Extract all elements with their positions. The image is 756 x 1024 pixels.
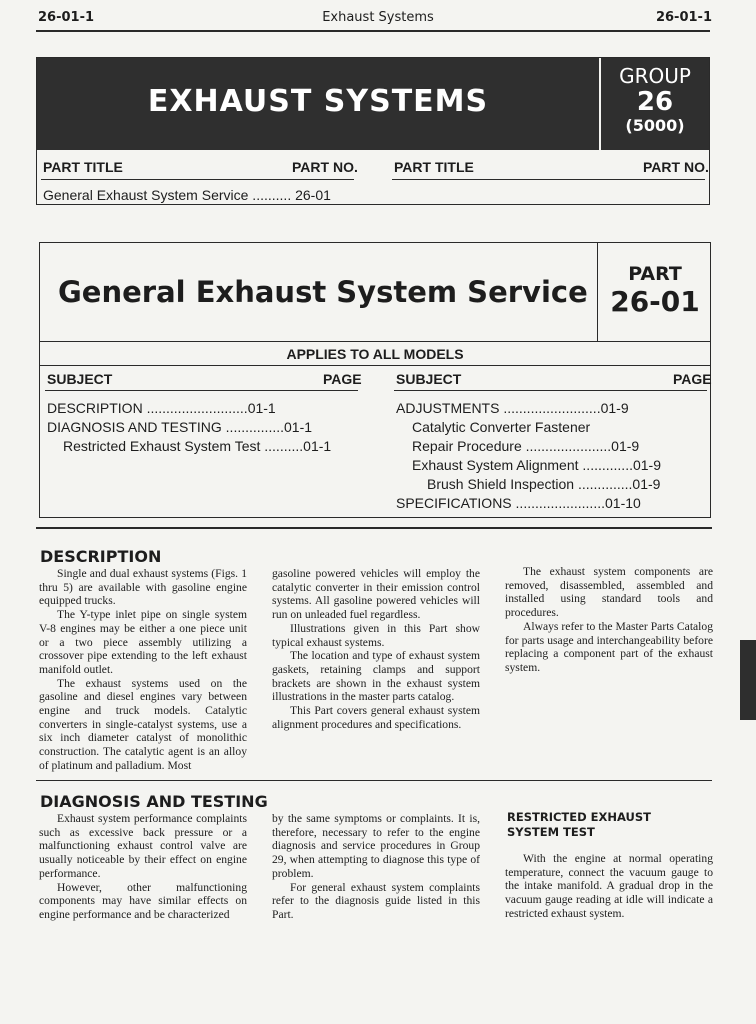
paragraph: The Y-type inlet pipe on single system V-8 engines may be either a one piece unit or a two piece assembly utilizing a crossover pipe extending to the left exhaust manifold outlet.	[39, 608, 247, 676]
description-col-1	[39, 567, 247, 773]
diagnosis-col-3	[505, 852, 713, 921]
paragraph: by the same symptoms or complaints. It is, therefore, necessary to refer to the engine diagnosis and service procedures in Group 29, when attempting to diagnose this type of problem.	[272, 812, 480, 880]
col-part-title-2: PART TITLE	[394, 159, 474, 175]
part-title-rule	[40, 341, 710, 342]
paragraph: The location and type of exhaust system gaskets, retaining clamps and support brackets are shown in the exhaust system illustrations in the master parts catalog.	[272, 649, 480, 704]
subject-head-right: SUBJECT	[396, 371, 462, 387]
page-head-left: PAGE	[323, 371, 362, 387]
toc-rule-left	[45, 390, 358, 391]
paragraph: With the engine at normal operating temperature, connect the vacuum gauge to the intake manifold. A gradual drop in the vacuum gauge reading at idle will indicate a restricted exhaust system.	[505, 852, 713, 920]
part-entry: General Exhaust System Service .......... 26-01	[43, 187, 331, 203]
toc-entry[interactable]: Brush Shield Inspection ..............01-9	[427, 476, 661, 492]
group-title: EXHAUST SYSTEMS	[147, 84, 489, 119]
applies-rule	[40, 365, 710, 366]
page-head-right: PAGE	[673, 371, 712, 387]
toc-entry[interactable]: Catalytic Converter Fastener	[412, 419, 591, 435]
paragraph: For general exhaust system complaints refer to the diagnosis guide listed in this Part.	[272, 880, 480, 921]
toc-entry[interactable]: ADJUSTMENTS .........................01-9	[396, 400, 629, 416]
col-rule-left	[41, 179, 354, 180]
subject-head-left: SUBJECT	[47, 371, 113, 387]
part-number: 26-01	[610, 285, 700, 318]
description-col-3	[505, 565, 713, 675]
col-part-no-2: PART NO.	[643, 159, 709, 175]
page-number-right: 26-01-1	[655, 10, 712, 25]
banner-title-block	[37, 58, 599, 150]
paragraph: gasoline powered vehicles will employ the catalytic converter in their emission control systems. All gasoline powered vehicles will run on unleaded fuel regardless.	[272, 567, 480, 622]
paragraph: The exhaust systems used on the gasoline and diesel engines vary between engine and truck models. Catalytic converters in single-catalyst systems, use a six inch diameter catalyst of monolithic construction. The catalytic agent is an alloy of platinum and palladium. Most	[39, 676, 247, 772]
running-title: Exhaust Systems	[322, 10, 434, 25]
col-part-no: PART NO.	[292, 159, 358, 175]
col-part-title: PART TITLE	[43, 159, 123, 175]
description-heading: DESCRIPTION	[40, 547, 162, 566]
part-title: General Exhaust System Service	[58, 275, 588, 309]
toc-entry[interactable]: DIAGNOSIS AND TESTING ...............01-1	[47, 419, 313, 435]
toc-entry[interactable]: Repair Procedure ......................01-9	[412, 438, 640, 454]
col-rule-right	[392, 179, 705, 180]
description-col-2	[272, 567, 480, 731]
restricted-test-heading: RESTRICTED EXHAUST SYSTEM TEST	[507, 810, 652, 839]
paragraph: Illustrations given in this Part show typical exhaust systems.	[272, 621, 480, 649]
toc-entry[interactable]: DESCRIPTION ..........................01-1	[47, 400, 276, 416]
applies-to: APPLIES TO ALL MODELS	[286, 346, 464, 362]
paragraph: Always refer to the Master Parts Catalog for parts usage and interchangeability before replacing a component part of the exhaust system.	[505, 619, 713, 674]
diagnosis-col-1	[39, 812, 247, 922]
group-banner	[36, 57, 710, 205]
group-label: GROUP	[619, 64, 691, 88]
section-rule	[36, 527, 712, 529]
paragraph: This Part covers general exhaust system alignment procedures and specifications.	[272, 704, 480, 731]
group-code: (5000)	[625, 116, 685, 135]
group-badge	[601, 58, 709, 150]
toc-entry[interactable]: Restricted Exhaust System Test ..........01-1	[63, 438, 332, 454]
section-thumb-tab	[740, 640, 756, 720]
diagnosis-heading: DIAGNOSIS AND TESTING	[40, 792, 268, 811]
part-box	[39, 242, 711, 518]
part-badge	[597, 243, 712, 341]
paragraph: However, other malfunctioning components may have similar effects on engine performance and be characterized	[39, 880, 247, 921]
paragraph: The exhaust system components are removed, disassembled, assembled and installed using standard tools and procedures.	[505, 565, 713, 620]
paragraph: Single and dual exhaust systems (Figs. 1 thru 5) are available with gasoline engine equipped trucks.	[39, 567, 247, 608]
page-number-left: 26-01-1	[38, 10, 95, 25]
section-rule	[36, 780, 712, 781]
header-rule	[36, 30, 710, 32]
toc-entry[interactable]: SPECIFICATIONS .......................01-10	[396, 495, 641, 511]
part-label: PART	[628, 263, 682, 285]
diagnosis-col-2	[272, 812, 480, 922]
group-number: 26	[636, 87, 674, 117]
toc-rule-right	[394, 390, 707, 391]
toc-entry[interactable]: Exhaust System Alignment .............01-9	[412, 457, 661, 473]
paragraph: Exhaust system performance complaints such as excessive back pressure or a malfunctioning exhaust control valve are usually noticeable by their effect on engine performance.	[39, 812, 247, 880]
